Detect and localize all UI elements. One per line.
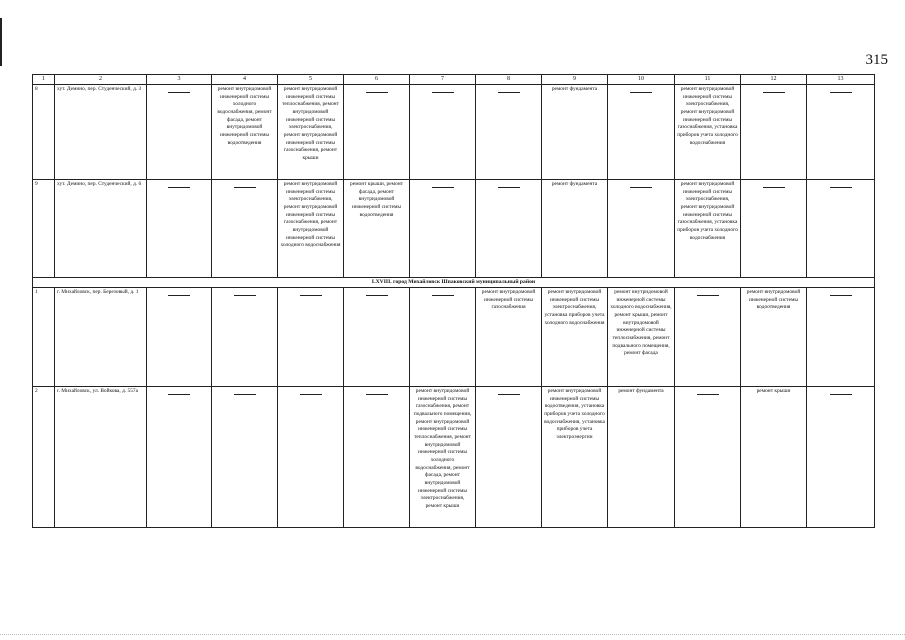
table-row: [33, 85, 875, 180]
dash-mark: [630, 187, 652, 188]
empty-dash-cell: [212, 180, 278, 278]
works-cell: ремонт фундамента: [542, 85, 608, 180]
empty-dash-cell: [807, 85, 875, 180]
works-cell: ремонт крыши: [741, 387, 807, 528]
dash-mark: [830, 187, 852, 188]
works-cell: ремонт внутридомовой инженерной системы электроснабжения, ремонт внутридомовой инженерной системы газоснабжения, ремонт внутридомовой инженерной системы холодного водоснабжения: [278, 180, 344, 278]
row-number: 8: [33, 85, 55, 180]
empty-dash-cell: [476, 387, 542, 528]
dash-mark: [697, 394, 719, 395]
empty-dash-cell: [476, 180, 542, 278]
empty-dash-cell: [675, 387, 741, 528]
address-cell: г. Михайловск, пер. Березовый, д. 1: [55, 288, 147, 387]
table-row: [33, 387, 875, 528]
works-cell: ремонт внутридомовой инженерной системы холодного водоснабжения, ремонт крыши, ремонт внутридомовой инженерной системы теплоснабжения, ремонт подвального помещения, ремонт фасада: [608, 288, 675, 387]
works-cell: ремонт фундамента: [542, 180, 608, 278]
column-number-4: 4: [212, 75, 278, 85]
column-number-3: 3: [147, 75, 212, 85]
works-cell: ремонт внутридомовой инженерной системы газоснабжения: [476, 288, 542, 387]
empty-dash-cell: [807, 387, 875, 528]
empty-dash-cell: [278, 288, 344, 387]
works-cell: ремонт фундамента: [608, 387, 675, 528]
empty-dash-cell: [410, 288, 476, 387]
empty-dash-cell: [807, 288, 875, 387]
empty-dash-cell: [147, 180, 212, 278]
repair-works-table: [32, 74, 875, 528]
empty-dash-cell: [675, 288, 741, 387]
empty-dash-cell: [147, 85, 212, 180]
address-cell: хут. Демино, пер. Студенческий, д. 3: [55, 85, 147, 180]
column-number-8: 8: [476, 75, 542, 85]
column-number-5: 5: [278, 75, 344, 85]
dash-mark: [300, 295, 322, 296]
dash-mark: [432, 187, 454, 188]
dash-mark: [168, 295, 190, 296]
works-cell: ремонт крыши, ремонт фасада, ремонт внутридомовой инженерной системы водоотведения: [344, 180, 410, 278]
dash-mark: [630, 92, 652, 93]
empty-dash-cell: [212, 288, 278, 387]
empty-dash-cell: [147, 387, 212, 528]
dash-mark: [830, 295, 852, 296]
scan-edge-mark: [0, 18, 2, 66]
empty-dash-cell: [410, 85, 476, 180]
empty-dash-cell: [278, 387, 344, 528]
works-cell: ремонт внутридомовой инженерной системы газоснабжения, ремонт подвального помещения, ремонт внутридомовой инженерной системы теплоснабжения, ремонт внутридомовой инженерной системы холодного водоснабжения, ремонт фасада, ремонт внутридомовой инженерной системы электроснабжения, ремонт крыши: [410, 387, 476, 528]
dash-mark: [234, 295, 256, 296]
dash-mark: [498, 92, 520, 93]
dash-mark: [234, 187, 256, 188]
column-number-2: 2: [55, 75, 147, 85]
address-cell: г. Михайловск, ул. Войкова, д. 557а: [55, 387, 147, 528]
dash-mark: [432, 92, 454, 93]
district-heading: LXVIII. город Михайловск Шпаковский муниципальный район: [33, 278, 875, 288]
dash-mark: [168, 92, 190, 93]
column-number-13: 13: [807, 75, 875, 85]
works-cell: ремонт внутридомовой инженерной системы электроснабжения, установка приборов учета холодного водоснабжения: [542, 288, 608, 387]
table-row: [33, 288, 875, 387]
column-number-11: 11: [675, 75, 741, 85]
works-cell: ремонт внутридомовой инженерной системы электроснабжения, ремонт внутридомовой инженерной системы газоснабжения, установка приборов учета холодного водоснабжения: [675, 180, 741, 278]
empty-dash-cell: [344, 387, 410, 528]
scan-artifact-line: [0, 634, 905, 636]
empty-dash-cell: [344, 85, 410, 180]
empty-dash-cell: [741, 85, 807, 180]
district-heading-row: [33, 278, 875, 288]
column-number-7: 7: [410, 75, 476, 85]
column-number-1: 1: [33, 75, 55, 85]
column-number-9: 9: [542, 75, 608, 85]
table-row: [33, 180, 875, 278]
column-number-10: 10: [608, 75, 675, 85]
dash-mark: [300, 394, 322, 395]
dash-mark: [366, 394, 388, 395]
empty-dash-cell: [147, 288, 212, 387]
works-cell: ремонт внутридомовой инженерной системы водоотведения, установка приборов учета холодного водоснабжения, установка приборов учета электроэнергии: [542, 387, 608, 528]
dash-mark: [366, 92, 388, 93]
empty-dash-cell: [741, 180, 807, 278]
dash-mark: [697, 295, 719, 296]
dash-mark: [234, 394, 256, 395]
empty-dash-cell: [476, 85, 542, 180]
dash-mark: [168, 394, 190, 395]
dash-mark: [498, 394, 520, 395]
dash-mark: [763, 92, 785, 93]
dash-mark: [498, 187, 520, 188]
row-number: 1: [33, 288, 55, 387]
works-cell: ремонт внутридомовой инженерной системы холодного водоснабжения, ремонт фасада, ремонт внутридомовой инженерной системы водоотведения: [212, 85, 278, 180]
column-number-row: [33, 75, 875, 85]
dash-mark: [366, 295, 388, 296]
row-number: 2: [33, 387, 55, 528]
column-number-6: 6: [344, 75, 410, 85]
dash-mark: [168, 187, 190, 188]
page-number: 315: [865, 52, 888, 68]
row-number: 9: [33, 180, 55, 278]
empty-dash-cell: [608, 180, 675, 278]
empty-dash-cell: [807, 180, 875, 278]
dash-mark: [432, 295, 454, 296]
works-cell: ремонт внутридомовой инженерной системы электроснабжения, ремонт внутридомовой инженерной системы газоснабжения, установка приборов учета холодного водоснабжения: [675, 85, 741, 180]
works-cell: ремонт внутридомовой инженерной системы водоотведения: [741, 288, 807, 387]
dash-mark: [830, 394, 852, 395]
works-cell: ремонт внутридомовой инженерной системы теплоснабжения, ремонт внутридомовой инженерной системы электроснабжения, ремонт внутридомовой инженерной системы газоснабжения, ремонт крыши: [278, 85, 344, 180]
column-number-12: 12: [741, 75, 807, 85]
empty-dash-cell: [410, 180, 476, 278]
address-cell: хут. Демино, пер. Студенческий, д. 6: [55, 180, 147, 278]
empty-dash-cell: [344, 288, 410, 387]
empty-dash-cell: [608, 85, 675, 180]
empty-dash-cell: [212, 387, 278, 528]
dash-mark: [830, 92, 852, 93]
dash-mark: [763, 187, 785, 188]
